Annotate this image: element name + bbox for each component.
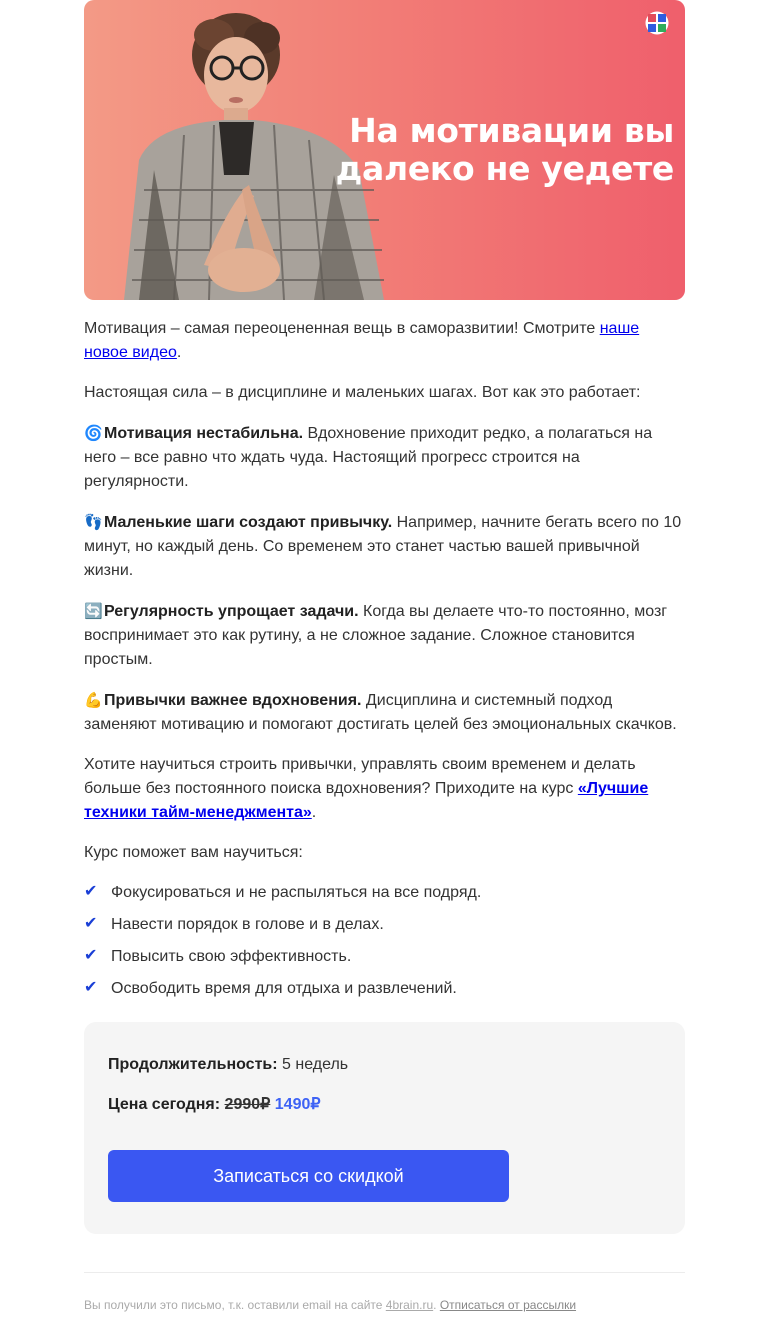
duration-value: 5 недель bbox=[277, 1056, 349, 1073]
cyclone-icon: 🌀 bbox=[84, 424, 103, 442]
benefits-intro: Курс поможет вам научиться: bbox=[84, 844, 303, 861]
repeat-icon: 🔄 bbox=[84, 602, 103, 620]
list-item bbox=[84, 977, 685, 1009]
course-info-box bbox=[84, 1022, 685, 1234]
point-title: Регулярность упрощает задачи. bbox=[104, 603, 359, 620]
course-link[interactable]: «Лучшие техники тайм-менеджмента» bbox=[84, 780, 649, 821]
hero-title bbox=[304, 112, 674, 188]
duration-label: Продолжительность: bbox=[108, 1056, 278, 1073]
point-text: Например, начните бегать всего по 10 минут, но каждый день. Со временем это станет частью вашей привычной жизни. bbox=[84, 514, 682, 579]
point-habits bbox=[84, 688, 685, 737]
point-title: Мотивация нестабильна. bbox=[104, 425, 304, 442]
point-text: Вдохновение приходит редко, а полагаться на него – все равно что ждать чуда. Настоящий прогресс строится на регулярности. bbox=[84, 425, 653, 490]
checkmark-icon: ✔ bbox=[84, 913, 98, 932]
benefit-text: Навести порядок в голове и в делах. bbox=[111, 916, 384, 933]
checkmark-icon: ✔ bbox=[84, 945, 98, 964]
hero-title-line-2: далеко не уедете bbox=[335, 149, 674, 188]
unsubscribe-link[interactable]: Отписаться от рассылки bbox=[439, 1298, 577, 1312]
video-link[interactable]: наше новое видео bbox=[84, 320, 640, 361]
list-item bbox=[84, 881, 685, 913]
point-title: Маленькие шаги создают привычку. bbox=[104, 514, 393, 531]
footprints-icon: 👣 bbox=[84, 513, 103, 531]
enroll-discount-button[interactable]: Записаться со скидкой bbox=[108, 1150, 509, 1202]
offer-end: . bbox=[311, 804, 317, 821]
hero-title-line-1: На мотивации вы bbox=[349, 111, 674, 150]
footer-note: Вы получили это письмо, т.к. оставили email на сайте bbox=[84, 1298, 386, 1312]
checkmark-icon: ✔ bbox=[84, 977, 98, 996]
price-row bbox=[108, 1093, 321, 1117]
point-motivation bbox=[84, 421, 685, 494]
duration-row bbox=[108, 1053, 348, 1077]
intro-end: . bbox=[176, 344, 182, 361]
old-price: 2990₽ bbox=[224, 1096, 271, 1113]
intro-text: Мотивация – самая переоцененная вещь в саморазвитии! Смотрите bbox=[84, 320, 600, 337]
hero-banner[interactable] bbox=[84, 0, 685, 300]
point-text: Дисциплина и системный подход заменяют мотивацию и помогают достигать целей без эмоциональных скачков. bbox=[84, 692, 677, 733]
new-price: 1490₽ bbox=[274, 1096, 321, 1113]
benefits-list bbox=[84, 881, 685, 1009]
price-label: Цена сегодня: bbox=[108, 1096, 221, 1113]
offer-paragraph bbox=[84, 753, 685, 825]
list-item bbox=[84, 945, 685, 977]
footer-text bbox=[84, 1297, 576, 1313]
brand-logo-icon bbox=[645, 11, 669, 35]
checkmark-icon: ✔ bbox=[84, 881, 98, 900]
email-body bbox=[84, 0, 685, 1234]
site-link[interactable]: 4brain.ru bbox=[385, 1298, 434, 1312]
list-item bbox=[84, 913, 685, 945]
offer-text: Хотите научиться строить привычки, управлять своим временем и делать больше без постоянного поиска вдохновения? Приходите на курс bbox=[84, 756, 636, 797]
lead-paragraph: Настоящая сила – в дисциплине и маленьких шагах. Вот как это работает: bbox=[84, 384, 641, 401]
point-title: Привычки важнее вдохновения. bbox=[104, 692, 362, 709]
point-regularity bbox=[84, 599, 685, 672]
benefit-text: Освободить время для отдыха и развлечений. bbox=[111, 980, 457, 997]
footer-separator: . bbox=[433, 1298, 440, 1312]
point-small-steps bbox=[84, 510, 685, 583]
flexed-biceps-icon: 💪 bbox=[84, 691, 103, 709]
footer-divider bbox=[84, 1272, 685, 1273]
intro-paragraph bbox=[84, 317, 685, 365]
benefit-text: Повысить свою эффективность. bbox=[111, 948, 352, 965]
point-text: Когда вы делаете что-то постоянно, мозг воспринимает это как рутину, а не сложное задание. Сложное становится простым. bbox=[84, 603, 668, 668]
benefit-text: Фокусироваться и не распыляться на все подряд. bbox=[111, 884, 482, 901]
